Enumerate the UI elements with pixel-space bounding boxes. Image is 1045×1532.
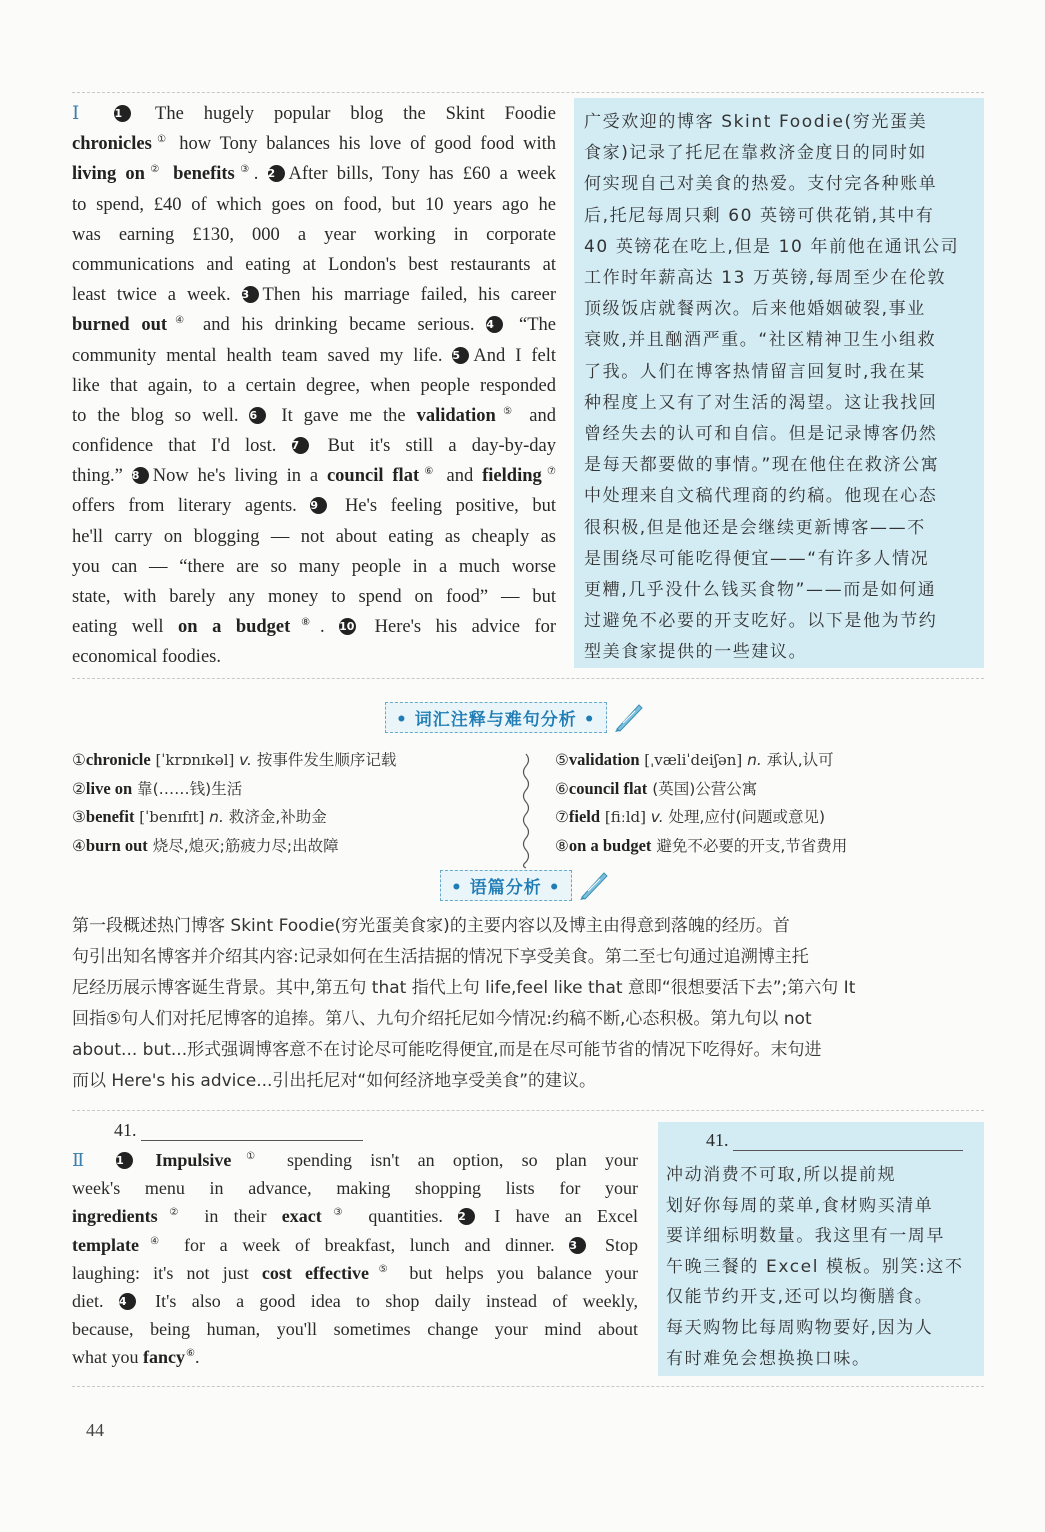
vocab-n: ⑤ [555, 751, 569, 769]
text-line [72, 552, 556, 582]
vocab-item [72, 775, 396, 804]
vocab-pos: n. [209, 808, 224, 826]
translation-question-number: 41. [706, 1130, 729, 1150]
translation-line: 很积极,但是他还是会继续更新博客——不 [584, 517, 926, 538]
note-marker: ③ [235, 164, 254, 176]
text-line [72, 582, 556, 612]
analysis-line: 而以 Here's his advice...引出托尼对“如何经济地享受美食”的建议。 [72, 1071, 597, 1091]
text-run: you can — “there are so many people in a much worse [72, 556, 556, 577]
note-marker: ④ [139, 1235, 170, 1247]
text-run: community mental health team saved my life. [72, 345, 453, 366]
vocab-def: 烧尽,熄灭;筋疲力尽;出故障 [147, 836, 339, 855]
text-run: communications and eating at London's best restaurants at [72, 254, 556, 275]
text-run: thing.” [72, 466, 132, 487]
sentence-number: 1 [114, 105, 131, 122]
text-run: least twice a week. [72, 285, 242, 306]
translation-line: 有时难免会想换换口味。 [666, 1348, 871, 1369]
question-number: 41. [114, 1120, 137, 1140]
sentence-number: 2 [268, 165, 285, 182]
sentence-number: 6 [249, 407, 266, 424]
text-line [72, 431, 556, 461]
text-line [72, 190, 556, 220]
analysis-line: 句引出知名博客并介绍其内容:记录如何在生活拮据的情况下享受美食。第二至七句通过追溯博主托 [72, 947, 809, 967]
text-line [72, 280, 556, 310]
analysis-divider [72, 1110, 984, 1111]
text-run: Then his marriage failed, his career [262, 285, 556, 306]
text-line [72, 1343, 638, 1371]
translation-line: 种程度上又有了对生活的渴望。这让我找回 [584, 392, 938, 413]
sentence-number: 3 [569, 1237, 586, 1254]
text-run: how Tony balances his love of good food with [170, 134, 557, 155]
keyword: exact [281, 1206, 322, 1227]
passage-section-1 [72, 99, 556, 673]
vocab-def: 避免不必要的开支,节省费用 [651, 836, 848, 855]
pen-icon [613, 701, 645, 733]
vocab-item [72, 746, 396, 775]
keyword: on a budget [178, 617, 291, 638]
text-line [72, 491, 556, 521]
text-run: confidence that I'd lost. [72, 436, 292, 457]
vocab-item [72, 803, 396, 832]
translation-line: 要详细标明数量。我这里有一周早 [666, 1226, 945, 1247]
sentence-number: 4 [486, 316, 503, 333]
text-run: and [437, 466, 483, 487]
section1-divider [72, 678, 984, 679]
text-run: but helps you balance your [396, 1262, 639, 1283]
analysis-line: 第一段概述热门博客 Skint Foodie(穷光蛋美食家)的主要内容以及博主由得意到落魄的经历。首 [72, 916, 790, 936]
sentence-number: 9 [310, 497, 327, 514]
vocab-item [555, 832, 847, 861]
translation-line: 顶级饭店就餐两次。后来他婚姻破裂,事业 [584, 299, 926, 320]
text-run: week's menu in advance, making shopping lists for your [72, 1178, 638, 1199]
translation-line: 过避免不必要的开支吃好。以下是他为节约 [584, 611, 938, 632]
translation-line: 了我。人们在博客热情留言回复时,我在某 [584, 361, 926, 382]
text-run: Stop [590, 1234, 639, 1255]
vocab-w: field [568, 807, 601, 826]
vocab-n: ⑦ [555, 808, 569, 826]
text-run: I have an Excel [479, 1206, 638, 1227]
vocab-w: chronicle [85, 750, 151, 769]
keyword: cost effective [261, 1262, 369, 1283]
vocab-n: ④ [72, 836, 86, 855]
analysis-line: about... but...形式强调博客意不在讨论尽可能吃得便宜,而是在尽可能节省的情况下吃得好。末句进 [72, 1040, 822, 1060]
text-run: And I felt [473, 345, 556, 366]
text-run: like that again, to a certain degree, when people responded [72, 375, 556, 396]
vocab-header-label: • 词汇注释与难句分析 • [385, 702, 607, 733]
text-run: he'll carry on blogging — not about eating as cheaply as [72, 526, 556, 547]
sentence-number: 7 [292, 437, 309, 454]
text-run: laughing: it's not just [72, 1262, 262, 1283]
sentence-number: 5 [452, 347, 469, 364]
sentence-number: 8 [132, 467, 149, 484]
text-line [72, 310, 556, 340]
vocab-pos: n. [747, 751, 762, 769]
text-run: diet. [72, 1290, 119, 1311]
discourse-analysis [72, 911, 984, 1097]
text-run: . [320, 617, 340, 638]
text-line [72, 1259, 638, 1287]
text-line [72, 220, 556, 250]
text-line [72, 522, 556, 552]
analysis-header [440, 870, 610, 900]
text-line [72, 129, 556, 159]
note-marker: ③ [322, 1207, 354, 1219]
text-run: It gave me the [270, 405, 417, 426]
note-marker: ⑥ [186, 1348, 195, 1360]
vocab-n: ② [72, 779, 86, 798]
vocab-item [555, 746, 847, 775]
text-run: spending isn't an option, so plan your [268, 1150, 638, 1170]
text-run: Now he's living in a [152, 466, 327, 487]
translation-line: 中处理来自文稿代理商的约稿。他现在心态 [584, 486, 938, 507]
text-run [164, 164, 173, 184]
text-run: But it's still a day-by-day [312, 436, 556, 457]
vocab-w: live on [85, 778, 133, 798]
text-line [72, 642, 556, 672]
vocab-def: 按事件发生顺序记载 [251, 751, 397, 769]
sentence-number: 2 [458, 1208, 475, 1225]
translation-box-1 [574, 98, 984, 668]
wavy-divider [519, 752, 533, 870]
vocab-def: 靠(……钱)生活 [132, 779, 243, 798]
text-run: to the blog so well. [72, 405, 250, 426]
text-line [72, 250, 556, 280]
translation-line: 冲动消费不可取,所以提前规 [666, 1165, 897, 1185]
note-marker: ④ [168, 315, 192, 327]
analysis-header-label: • 语篇分析 • [440, 870, 572, 901]
paragraph-numeral: Ⅰ [72, 104, 115, 124]
translation-answer-blank[interactable] [733, 1132, 963, 1151]
note-marker: ② [158, 1207, 190, 1219]
note-marker: ⑤ [369, 1263, 397, 1275]
keyword: fielding [482, 466, 542, 487]
text-run: After bills, Tony has £60 a week [288, 164, 557, 185]
translation-line: 划好你每周的菜单,食材购买清单 [666, 1195, 934, 1216]
translation-line: 型美食家提供的一些建议。 [584, 642, 808, 663]
text-run [137, 1150, 155, 1170]
text-run: . [194, 1347, 200, 1368]
vocab-w: burn out [85, 835, 148, 855]
translation-text-2 [666, 1160, 964, 1374]
text-run: quantities. [353, 1206, 459, 1227]
text-run: was earning £130, 000 a year working in corporate [72, 224, 556, 245]
keyword: ingredients [72, 1206, 158, 1227]
text-line [72, 159, 556, 189]
translation-line: 更糟,几乎没什么钱买食物”——而是如何通 [584, 580, 937, 601]
vocab-n: ③ [72, 808, 86, 826]
vocab-w: benefit [85, 807, 135, 826]
vocab-pos: v. [650, 808, 664, 826]
sentence-number: 3 [242, 286, 259, 303]
vocab-pos: v. [239, 751, 252, 769]
vocab-n: ⑥ [555, 779, 569, 798]
translation-line: 工作时年薪高达 13 万英镑,每周至少在伦敦 [584, 268, 947, 289]
text-run: offers from literary agents. [72, 496, 311, 517]
translation-line: 后,托尼每周只剩 60 英镑可供花销,其中有 [584, 205, 935, 226]
keyword: chronicles [72, 134, 152, 155]
vocab-list-left [72, 746, 396, 860]
translation-line: 40 英镑花在吃上,但是 10 年前他在通讯公司 [584, 236, 960, 257]
text-run: . [253, 164, 268, 185]
question-41-left [114, 1120, 363, 1141]
text-run: economical foodies. [72, 647, 221, 668]
page-number: 44 [86, 1420, 104, 1440]
text-line [72, 99, 556, 129]
translation-box-2 [658, 1122, 984, 1376]
sentence-number: 1 [116, 1152, 133, 1169]
text-run: to spend, £40 of which goes on food, but 10 years ago he [72, 194, 556, 215]
vocab-w: validation [568, 750, 640, 769]
vocab-ph: [fiːld] [600, 808, 651, 826]
text-line [72, 401, 556, 431]
analysis-line: 尼经历展示博客诞生背景。其中,第五句 that 指代上句 life,feel like that 意即“很想要活下去”;第六句 It [72, 978, 856, 998]
vocab-item [555, 775, 847, 804]
translation-line: 午晚三餐的 Excel 模板。别笑:这不 [666, 1256, 964, 1277]
text-run: because, being human, you'll sometimes change your mind about [72, 1319, 638, 1340]
text-run: and [518, 405, 557, 426]
vocab-ph: [ˌvæliˈdeiʃən] [639, 751, 748, 769]
vocab-item [555, 803, 847, 832]
text-run: He's feeling positive, but [331, 496, 556, 517]
paragraph-numeral: Ⅱ [72, 1150, 117, 1170]
text-line [72, 1146, 638, 1174]
translation-line: 食家)记录了托尼在靠救济金度日的同时如 [584, 143, 928, 164]
vocab-def: 承认,认可 [761, 751, 834, 769]
text-run: in their [189, 1206, 282, 1227]
analysis-line: 回指⑤句人们对托尼博客的追捧。第八、九句介绍托尼如今情况:约稿不断,心态积极。第九句以 not [72, 1009, 812, 1029]
text-run: The hugely popular blog the Skint Foodie [135, 104, 556, 124]
keyword: living on [72, 164, 145, 185]
vocab-n: ① [72, 751, 86, 769]
keyword: fancy [143, 1347, 185, 1368]
note-marker: ⑧ [291, 617, 321, 629]
translation-line: 曾经失去的认可和自信。但是记录博客仍然 [584, 424, 938, 445]
note-marker: ② [145, 164, 164, 176]
keyword: validation [416, 405, 496, 426]
text-line [72, 371, 556, 401]
keyword: template [72, 1234, 139, 1255]
text-run: eating well [72, 617, 179, 638]
sentence-number: 10 [339, 620, 355, 634]
translation-line: 是围绕尽可能吃得便宜——“有许多人情况 [584, 548, 930, 569]
vocab-ph: [ˈbenɪfɪt] [134, 808, 210, 826]
translation-line: 何实现自己对美食的热爱。支付完各种账单 [584, 174, 938, 195]
note-marker: ⑦ [542, 466, 556, 478]
translation-line: 仅能节约开支,还可以均衡膳食。 [666, 1287, 934, 1308]
translation-line: 是每天都要做的事情。”现在他住在救济公寓 [584, 455, 940, 476]
vocab-w: on a budget [568, 835, 652, 855]
translation-line: 广受欢迎的博客 Skint Foodie(穷光蛋美 [584, 112, 928, 132]
text-run: for a week of breakfast, lunch and dinner. [169, 1234, 570, 1255]
text-line [72, 1174, 638, 1202]
vocab-list-right [555, 746, 847, 860]
vocab-n: ⑧ [555, 836, 569, 855]
translation-line: 衰败,并且酗酒严重。“社区精神卫生小组救 [584, 330, 937, 351]
top-divider [72, 92, 984, 93]
text-line [72, 612, 556, 642]
note-marker: ⑤ [496, 405, 519, 417]
text-line [72, 1287, 638, 1315]
keyword: benefits [173, 164, 235, 185]
vocab-w: council flat [568, 778, 648, 798]
note-marker: ① [232, 1151, 269, 1162]
pen-icon [578, 869, 610, 901]
text-run: and his drinking became serious. [191, 315, 487, 336]
text-run: Here's his advice for [360, 617, 557, 638]
keyword: council flat [326, 466, 420, 487]
vocab-header [385, 702, 645, 732]
answer-blank[interactable] [141, 1122, 363, 1141]
keyword: burned out [72, 315, 168, 336]
text-run: It's also a good idea to shop daily instead of weekly, [139, 1290, 638, 1311]
text-line [72, 461, 556, 491]
translation-question-2 [706, 1130, 963, 1151]
sentence-number: 4 [119, 1293, 136, 1310]
vocab-def: 救济金,补助金 [223, 808, 327, 826]
passage-section-2 [72, 1146, 638, 1372]
translation-text-1 [584, 107, 959, 669]
text-line [72, 341, 556, 371]
vocab-item [72, 832, 396, 861]
text-run: state, with barely any money to spend on food” — but [72, 587, 556, 607]
text-line [72, 1231, 638, 1259]
vocab-def: (英国)公营公寓 [647, 779, 758, 798]
vocab-def: 处理,应付(问题或意见) [663, 808, 826, 826]
bottom-divider [72, 1386, 984, 1387]
note-marker: ① [152, 134, 171, 146]
translation-line: 每天购物比每周购物要好,因为人 [666, 1317, 934, 1338]
text-run: what you [72, 1347, 143, 1368]
note-marker: ⑥ [420, 466, 438, 478]
text-line [72, 1202, 638, 1230]
vocab-ph: [ˈkrɒnɪkəl] [150, 751, 240, 769]
keyword: Impulsive [155, 1150, 232, 1170]
text-run: “The [507, 315, 556, 336]
text-line [72, 1315, 638, 1343]
